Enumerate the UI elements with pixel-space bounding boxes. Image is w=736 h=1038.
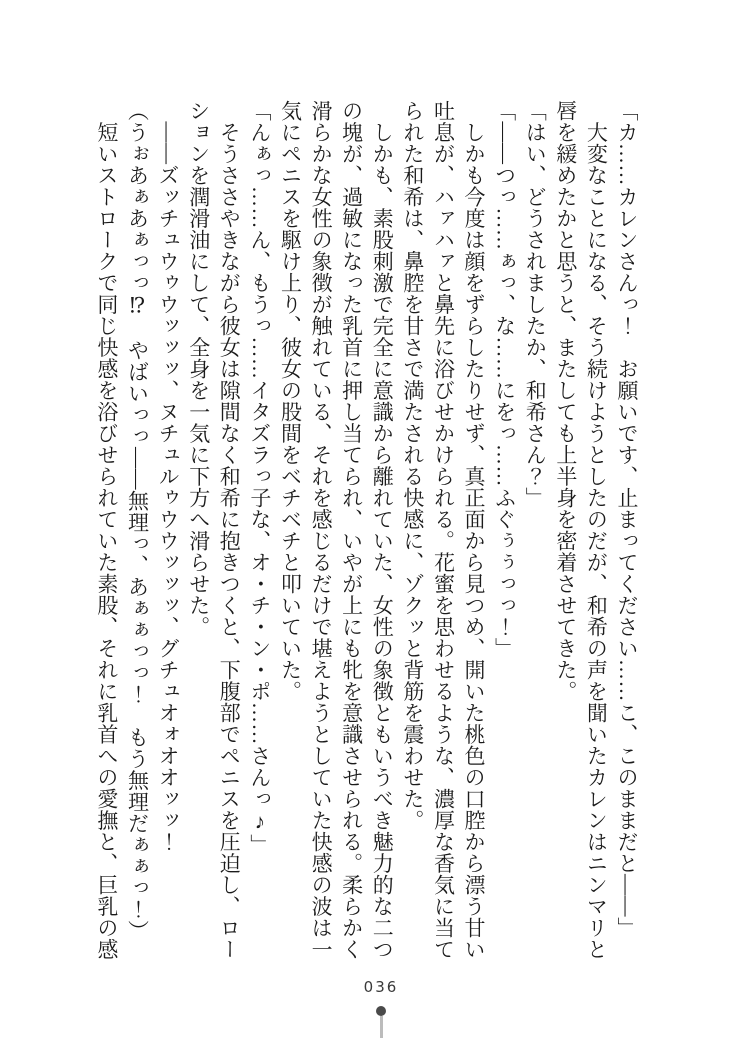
text-line: そうささやきながら彼女は隙間なく和希に抱きつくと、下腹部でペニスを圧迫し、ロー [217, 100, 242, 960]
text-line: 吐息が、ハァハァと鼻先に浴びせかけられる。花蜜を思わせるような、濃厚な香気に当て [431, 100, 456, 960]
text-line: 「んぁっ……ん、もうっ……イタズラっ子な、オ・チ・ン・ポ……さんっ♪」 [247, 100, 272, 856]
text-line: られた和希は、鼻腔を甘さで満たされる快感に、ゾクッと背筋を震わせた。 [400, 100, 425, 831]
text-line: 大変なことになる、そう続けようとしたのだが、和希の声を聞いたカレンはニンマリと [584, 100, 609, 960]
text-line: （うぉあぁあぁっっ⁉ やばいっっ――無理っ、あぁぁっっ！ もう無理だぁぁっ！） [125, 100, 150, 942]
text-line: ションを潤滑油にして、全身を一気に下方へ滑らせた。 [186, 100, 211, 638]
page-number: 036 [363, 978, 399, 996]
text-line: 気にペニスを駆け上り、彼女の股間をベチベチと叩いていた。 [278, 100, 303, 702]
text-line: しかも、素股刺激で完全に意識から離れていた、女性の象徴ともいうべき魅力的な二つ [370, 100, 395, 960]
text-line: 唇を緩めたかと思うと、またしても上半身を密着させてきた。 [553, 100, 578, 702]
text-line: の塊が、過敏になった乳首に押し当てられ、いやが上にも牝を意識させられる。柔らかく [339, 100, 364, 960]
page-text [86, 100, 642, 968]
text-line: 滑らかな女性の象徴が触れている、それを感じるだけで堪えようとしていた快感の波は一 [309, 100, 334, 960]
text-line: しかも今度は顔をずらしたりせず、真正面から見つめ、開いた桃色の口腔から漂う甘い [462, 100, 487, 960]
text-line: 「カ……カレンさんっ！ お願いです、止まってください……こ、このままだと――」 [615, 100, 639, 939]
text-line: 「はい、どうされましたか、和希さん？」 [523, 100, 548, 509]
position-marker-icon [376, 1006, 386, 1038]
text-line: 「――つっ……ぁっ、な……にをっ……ふぐぅぅっっ！」 [492, 100, 517, 659]
text-line: ――ズッチュウゥウッッッ、ヌチュルゥウウッッッ、グチュオォオオッッ！ [156, 100, 181, 853]
marker-dot-icon [376, 1006, 386, 1016]
marker-stem [380, 1016, 383, 1038]
text-line: 短いストロークで同じ快感を浴びせられていた素股、それに乳首への愛撫と、巨乳の感 [94, 100, 119, 960]
page-footer [321, 978, 441, 996]
